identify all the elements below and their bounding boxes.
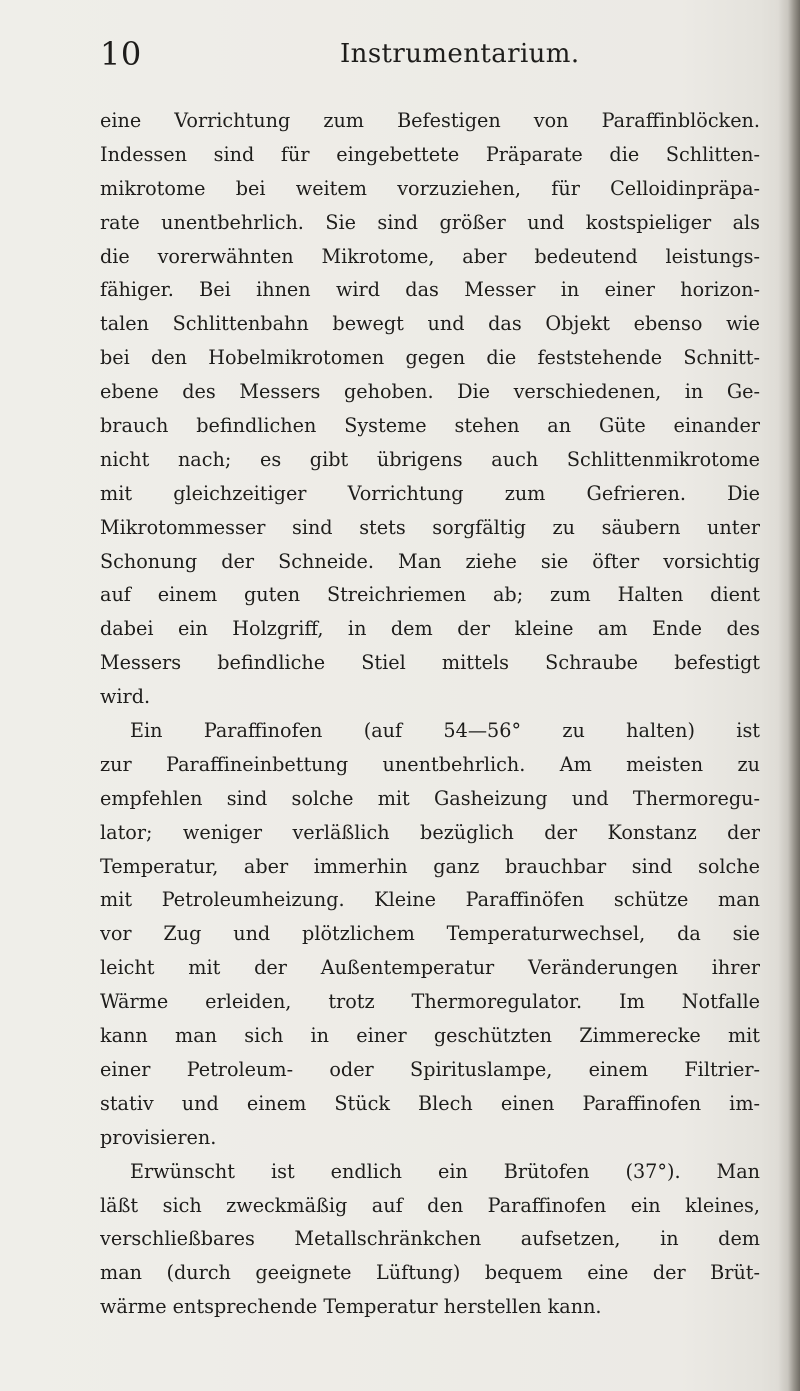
page-edge-shadow	[778, 0, 800, 1391]
body-text	[100, 104, 760, 1324]
text-line: man (durch geeignete Lüftung) bequem eine der Brüt-	[100, 1261, 760, 1285]
text-line: verschließbares Metallschränkchen aufsetzen, in dem	[100, 1227, 760, 1251]
text-line: vor Zug und plötzlichem Temperaturwechsel, da sie	[100, 922, 760, 946]
text-line: mikrotome bei weitem vorzuziehen, für Celloidinpräpa-	[100, 176, 760, 200]
text-line: talen Schlittenbahn bewegt und das Objekt ebenso wie	[100, 312, 760, 336]
text-line: Wärme erleiden, trotz Thermoregulator. Im Notfalle	[100, 990, 760, 1014]
text-line: wird.	[100, 685, 151, 709]
text-line: Mikrotommesser sind stets sorgfältig zu säubern unter	[100, 515, 760, 539]
text-line: die vorerwähnten Mikrotome, aber bedeutend leistungs-	[100, 244, 760, 268]
text-line: rate unentbehrlich. Sie sind größer und kostspieliger als	[100, 210, 760, 234]
text-line: läßt sich zweckmäßig auf den Paraffinofen ein kleines,	[100, 1193, 760, 1217]
text-line: brauch befindlichen Systeme stehen an Güte einander	[100, 414, 760, 438]
text-line: mit Petroleumheizung. Kleine Paraffinöfen schütze man	[100, 888, 760, 912]
page-number: 10	[100, 35, 142, 73]
text-line: fähiger. Bei ihnen wird das Messer in einer horizon-	[100, 278, 760, 302]
text-line: empfehlen sind solche mit Gasheizung und Thermoregu-	[100, 786, 760, 810]
text-line: leicht mit der Außentemperatur Veränderungen ihrer	[100, 956, 760, 980]
text-line: nicht nach; es gibt übrigens auch Schlittenmikrotome	[100, 447, 760, 471]
text-line: wärme entsprechende Temperatur herstellen kann.	[100, 1295, 602, 1319]
text-line: Temperatur, aber immerhin ganz brauchbar sind solche	[100, 854, 760, 878]
text-line: eine Vorrichtung zum Befestigen von Paraffinblöcken.	[100, 109, 760, 132]
text-line: Ein Paraffinofen (auf 54—56° zu halten) ist	[130, 719, 760, 743]
text-line: auf einem guten Streichriemen ab; zum Halten dient	[100, 583, 760, 607]
text-line: Messers befindliche Stiel mittels Schraube befestigt	[100, 651, 760, 675]
running-title: Instrumentarium.	[340, 39, 580, 69]
text-line: mit gleichzeitiger Vorrichtung zum Gefrieren. Die	[100, 481, 760, 505]
text-line: stativ und einem Stück Blech einen Paraffinofen im-	[100, 1091, 760, 1115]
text-line: bei den Hobelmikrotomen gegen die feststehende Schnitt-	[100, 346, 760, 370]
text-line: einer Petroleum- oder Spirituslampe, einem Filtrier-	[100, 1057, 760, 1081]
text-line: Indessen sind für eingebettete Präparate die Schlitten-	[100, 142, 760, 166]
text-line: ebene des Messers gehoben. Die verschiedenen, in Ge-	[100, 380, 760, 404]
text-line: dabei ein Holzgriff, in dem der kleine am Ende des	[100, 617, 760, 641]
running-head	[100, 30, 760, 80]
text-line: lator; weniger verläßlich bezüglich der Konstanz der	[100, 820, 760, 844]
text-line: Erwünscht ist endlich ein Brütofen (37°). Man	[130, 1159, 760, 1183]
text-line: kann man sich in einer geschützten Zimmerecke mit	[100, 1024, 760, 1048]
text-line: zur Paraffineinbettung unentbehrlich. Am meisten zu	[100, 752, 760, 776]
text-line: Schonung der Schneide. Man ziehe sie öfter vorsichtig	[100, 549, 760, 573]
text-line: provisieren.	[100, 1125, 217, 1149]
